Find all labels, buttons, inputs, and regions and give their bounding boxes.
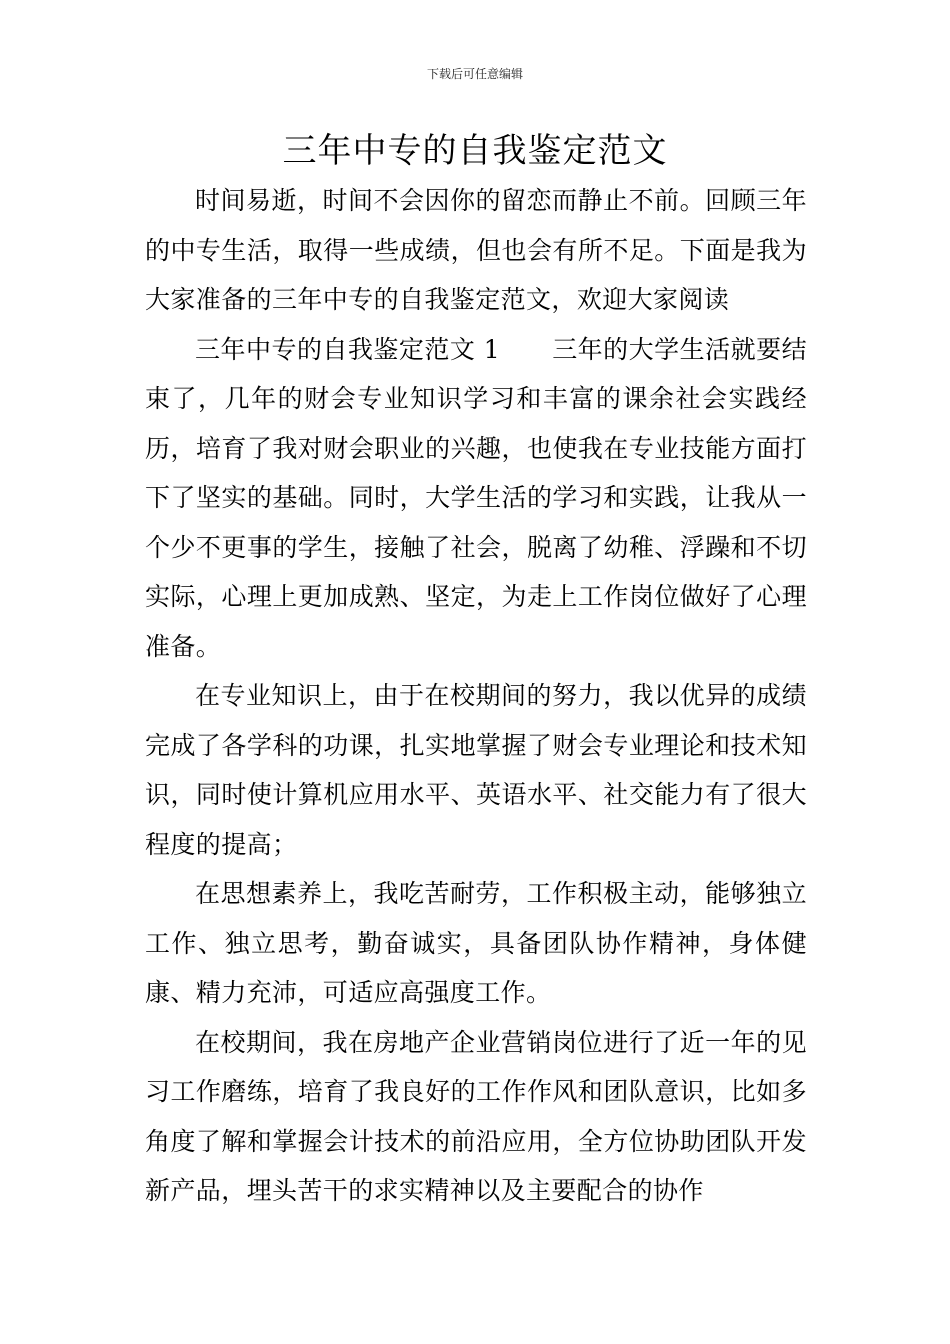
section-paragraph [145,325,807,672]
document-body [145,176,807,1216]
section-text: 三年的大学生活就要结束了，几年的财会专业知识学习和丰富的课余社会实践经历，培育了我对财会职业的兴趣，也使我在专业技能方面打下了坚实的基础。同时，大学生活的学习和实践，让我从一个少不更事的学生，接触了社会，脱离了幼稚、浮躁和不切实际，心理上更加成熟、坚定，为走上工作岗位做好了心理准备。 [145,334,807,661]
intro-paragraph: 时间易逝，时间不会因你的留恋而静止不前。回顾三年的中专生活，取得一些成绩，但也会有所不足。下面是我为大家准备的三年中专的自我鉴定范文，欢迎大家阅读 [145,186,807,314]
header-note: 下载后可任意编辑 [426,67,523,81]
section-heading: 三年中专的自我鉴定范文 1 [195,334,501,364]
document-title: 三年中专的自我鉴定范文 [282,131,668,171]
paragraph-internship: 在校期间，我在房地产企业营销岗位进行了近一年的见习工作磨练，培育了我良好的工作作风和团队意识，比如多角度了解和掌握会计技术的前沿应用，全方位协助团队开发新产品，埋头苦干的求实精神以及主要配合的协作 [145,1027,807,1205]
paragraph-professional: 在专业知识上，由于在校期间的努力，我以优异的成绩完成了各学科的功课，扎实地掌握了财会专业理论和技术知识，同时使计算机应用水平、英语水平、社交能力有了很大程度的提高； [145,681,807,859]
paragraph-ideology: 在思想素养上，我吃苦耐劳，工作积极主动，能够独立工作、独立思考，勤奋诚实，具备团队协作精神，身体健康、精力充沛，可适应高强度工作。 [145,879,807,1007]
